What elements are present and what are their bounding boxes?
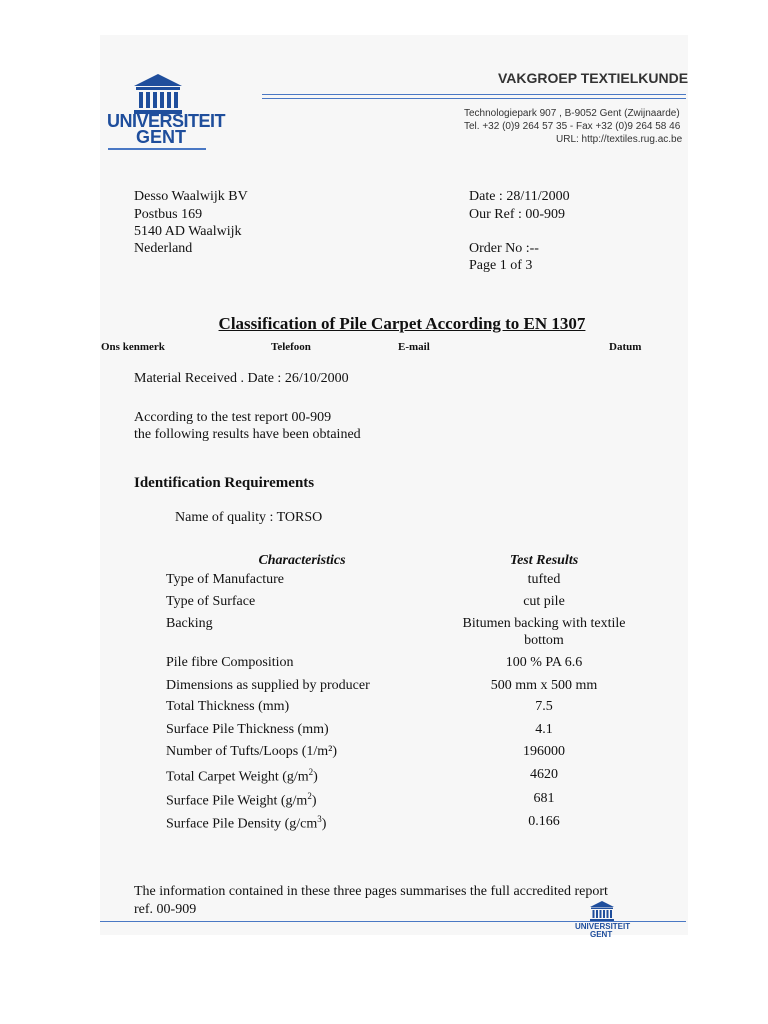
row-label-wrap	[166, 791, 316, 810]
field-ons-kenmerk: Ons kenmerk	[101, 341, 165, 353]
row-label-superscript: 2	[307, 791, 312, 801]
row-label: Dimensions as supplied by producer	[166, 678, 370, 693]
field-email: E-mail	[398, 341, 430, 353]
row-value: 100 % PA 6.6	[505, 655, 583, 670]
table-row	[0, 767, 768, 787]
row-label-tail: )	[321, 816, 327, 832]
document-title: Classification of Pile Carpet According to EN 1307	[218, 314, 586, 333]
university-building-icon	[130, 72, 186, 116]
table-row	[0, 722, 768, 742]
row-label: Backing	[166, 616, 213, 631]
recipient-city: 5140 AD Waalwijk	[134, 224, 242, 239]
quality-name: Name of quality : TORSO	[175, 510, 323, 525]
intro-line-2: the following results have been obtained	[134, 427, 361, 442]
row-label: Type of Surface	[166, 594, 256, 609]
phone-fax-line: Tel. +32 (0)9 264 57 35 - Fax +32 (0)9 264 58 46	[464, 121, 681, 132]
url-line: URL: http://textiles.rug.ac.be	[556, 134, 683, 145]
row-label: Type of Manufacture	[166, 572, 284, 587]
row-label: Number of Tufts/Loops (1/m²)	[166, 744, 338, 759]
intro-line-1: According to the test report 00-909	[134, 410, 332, 425]
row-label: Pile fibre Composition	[166, 655, 294, 670]
logo-text-gent: GENT	[136, 127, 187, 147]
row-value: 0.166	[528, 814, 560, 829]
row-label-superscript: 3	[317, 814, 322, 824]
row-label: Surface Pile Density (g/cm	[166, 816, 318, 832]
table-row	[0, 814, 768, 834]
footer-logo-gent: GENT	[590, 930, 613, 939]
table-row	[0, 594, 768, 614]
row-label: Total Carpet Weight (g/m	[166, 769, 309, 785]
our-ref: Our Ref : 00-909	[469, 207, 566, 222]
row-value: tufted	[527, 572, 561, 587]
row-label-wrap	[166, 814, 326, 833]
table-row-continuation	[0, 633, 768, 653]
row-value: cut pile	[523, 594, 565, 609]
logo-underline	[108, 148, 206, 150]
table-row	[0, 744, 768, 764]
row-value: Bitumen backing with textile	[462, 616, 626, 631]
department-name: VAKGROEP TEXTIELKUNDE	[498, 70, 689, 86]
field-telefoon: Telefoon	[271, 341, 311, 353]
page-indicator: Page 1 of 3	[469, 258, 533, 273]
letter-date: Date : 28/11/2000	[469, 189, 570, 204]
logo-text-universiteit: UNIVERSITEIT	[107, 111, 226, 131]
row-value: 500 mm x 500 mm	[490, 678, 598, 693]
row-value-continuation: bottom	[524, 633, 564, 648]
row-label-tail: )	[313, 769, 318, 785]
row-label-tail: )	[311, 793, 317, 809]
row-label-superscript: 2	[308, 767, 314, 777]
footer-logo-universiteit: UNIVERSITEIT	[575, 922, 631, 931]
table-row	[0, 699, 768, 719]
table-row	[0, 791, 768, 811]
row-value: 4.1	[535, 722, 553, 737]
row-value: 7.5	[535, 699, 553, 714]
footer-building-icon	[588, 900, 616, 922]
row-label: Surface Pile Weight (g/m	[166, 793, 308, 809]
address-line: Technologiepark 907 , B-9052 Gent (Zwijnaarde)	[464, 108, 680, 119]
table-row	[0, 678, 768, 698]
recipient-postbus: Postbus 169	[134, 207, 203, 222]
recipient-name: Desso Waalwijk BV	[134, 189, 248, 204]
recipient-country: Nederland	[134, 241, 193, 256]
footer-note-line-1: The information contained in these three pages summarises the full accredited report	[134, 884, 608, 899]
table-row	[0, 572, 768, 592]
row-value: 681	[533, 791, 555, 806]
section-heading: Identification Requirements	[134, 475, 315, 491]
column-header-characteristics: Characteristics	[258, 553, 346, 568]
table-row	[0, 655, 768, 675]
field-datum: Datum	[609, 341, 642, 353]
letterhead-rule-bottom	[262, 98, 686, 99]
row-value: 4620	[530, 767, 558, 782]
column-header-test-results: Test Results	[509, 553, 579, 568]
row-label: Surface Pile Thickness (mm)	[166, 722, 329, 737]
row-label-wrap	[166, 767, 318, 786]
row-value: 196000	[523, 744, 565, 759]
order-number: Order No :--	[469, 241, 539, 256]
letterhead-rule-top	[262, 94, 686, 95]
row-label: Total Thickness (mm)	[166, 699, 290, 714]
footer-note-line-2: ref. 00-909	[134, 902, 197, 917]
material-received: Material Received . Date : 26/10/2000	[134, 371, 349, 386]
